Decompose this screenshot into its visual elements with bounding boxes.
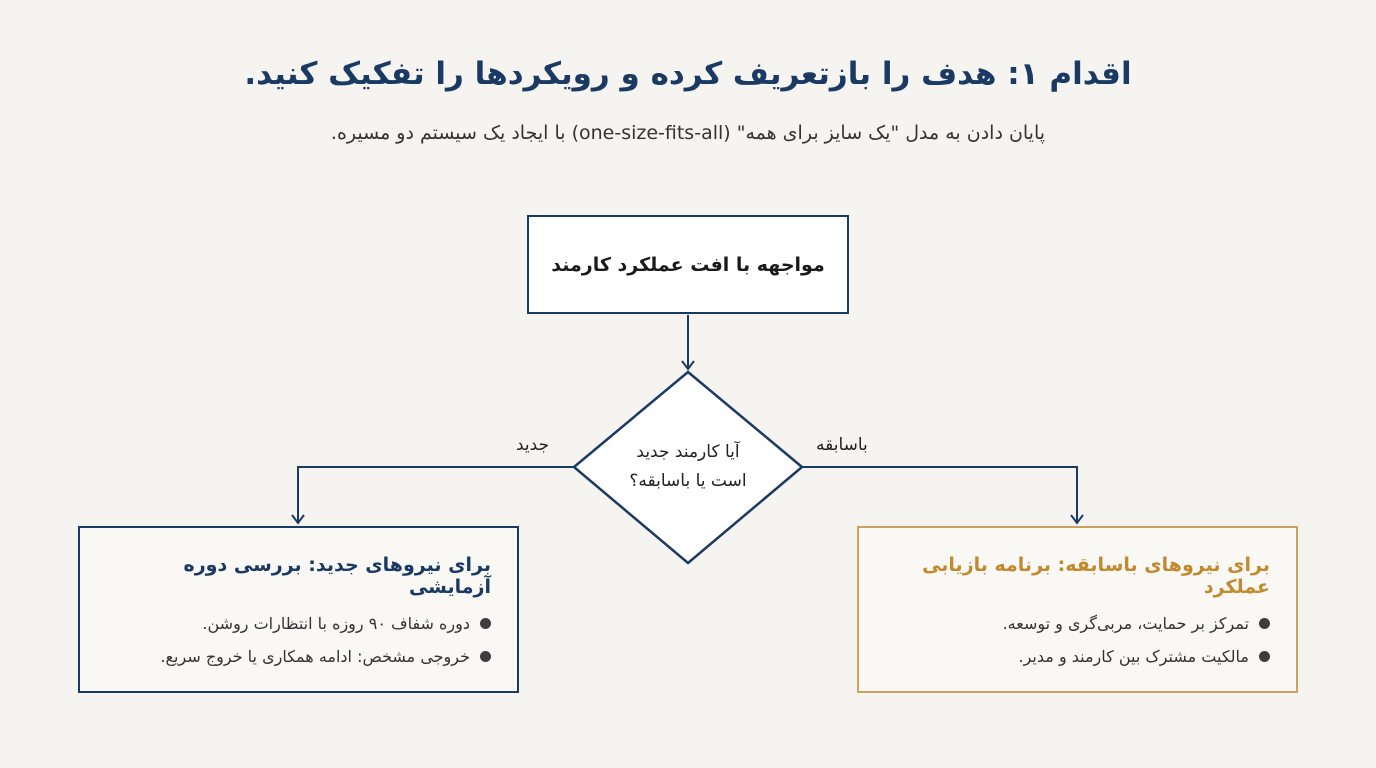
list-item xyxy=(106,614,491,633)
connector-branch-experienced xyxy=(802,467,1077,523)
bullet-dot-icon xyxy=(480,651,491,662)
list-item xyxy=(885,647,1270,666)
new-employee-card-title: برای نیروهای جدید: بررسی دوره آزمایشی xyxy=(183,554,491,598)
experienced-employee-list xyxy=(885,614,1270,666)
experienced-employee-card xyxy=(857,526,1298,693)
list-item-text: دوره شفاف ۹۰ روزه با انتظارات روشن. xyxy=(202,614,470,633)
new-employee-list xyxy=(106,614,491,666)
bullet-dot-icon xyxy=(480,618,491,629)
experienced-employee-card-title: برای نیروهای باسابقه: برنامه بازیابی عملکرد xyxy=(922,554,1270,598)
branch-label-new: جدید xyxy=(516,435,550,455)
branch-label-experienced: باسابقه xyxy=(816,435,868,455)
decision-node-label xyxy=(618,438,758,496)
page-title: اقدام ۱: هدف را بازتعریف کرده و رویکردها را تفکیک کنید. xyxy=(244,56,1132,92)
list-item-text: مالکیت مشترک بین کارمند و مدیر. xyxy=(1018,647,1249,666)
start-node xyxy=(527,215,849,314)
decision-question-line1: آیا کارمند جدید xyxy=(636,442,740,462)
start-node-label: مواجهه با افت عملکرد کارمند xyxy=(551,253,825,276)
list-item-text: تمرکز بر حمایت، مربی‌گری و توسعه. xyxy=(1002,614,1249,633)
list-item xyxy=(885,614,1270,633)
page-subtitle: پایان دادن به مدل "یک سایز برای همه" (one-size-fits-all) با ایجاد یک سیستم دو مسیره. xyxy=(330,122,1046,144)
new-employee-card xyxy=(78,526,519,693)
bullet-dot-icon xyxy=(1259,618,1270,629)
bullet-dot-icon xyxy=(1259,651,1270,662)
connector-branch-new xyxy=(298,467,574,523)
list-item xyxy=(106,647,491,666)
list-item-text: خروجی مشخص: ادامه همکاری یا خروج سریع. xyxy=(160,647,470,666)
decision-question-line2: است یا باسابقه؟ xyxy=(629,471,747,491)
